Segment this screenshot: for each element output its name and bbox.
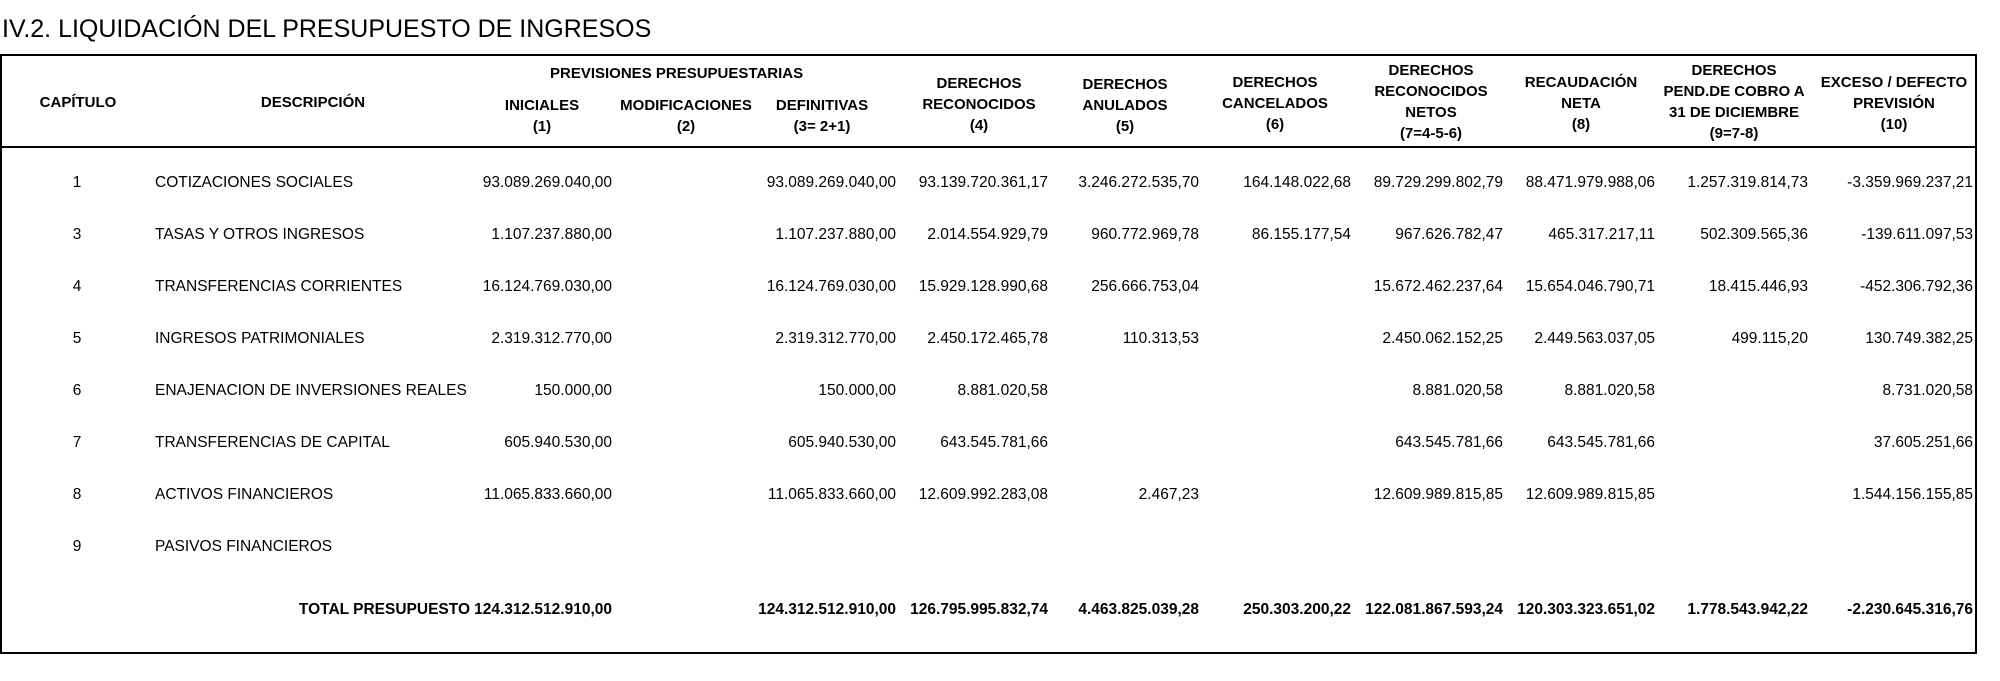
header-descripcion: DESCRIPCIÓN [260, 94, 366, 111]
row-definitivas: 2.319.312.770,00 [775, 330, 896, 347]
row-capitulo: 7 [72, 434, 82, 451]
total-reconocidos: 126.795.995.832,74 [910, 601, 1048, 618]
total-iniciales: 124.312.512.910,00 [474, 601, 612, 618]
row-capitulo: 9 [72, 538, 82, 555]
row-definitivas: 150.000,00 [818, 382, 896, 399]
row-iniciales: 93.089.269.040,00 [482, 174, 612, 191]
row-capitulo: 5 [72, 330, 82, 347]
row-definitivas: 1.107.237.880,00 [775, 226, 896, 243]
row-descripcion: TASAS Y OTROS INGRESOS [155, 226, 365, 243]
row-anulados: 110.313,53 [1122, 330, 1199, 347]
row-definitivas: 11.065.833.660,00 [767, 486, 896, 503]
header-derechos-reconocidos: DERECHOS RECONOCIDOS (4) [922, 75, 1036, 134]
row-descripcion: ACTIVOS FINANCIEROS [155, 486, 334, 503]
row-reconocidos: 2.450.172.465,78 [927, 330, 1048, 347]
header-definitivas: DEFINITIVAS (3= 2+1) [775, 97, 869, 135]
row-netos: 2.450.062.152,25 [1382, 330, 1503, 347]
row-definitivas: 16.124.769.030,00 [766, 278, 896, 295]
header-modificaciones: MODIFICACIONES (2) [620, 97, 752, 135]
total-cancelados: 250.303.200,22 [1243, 601, 1351, 618]
row-exceso: 8.731.020,58 [1882, 382, 1973, 399]
row-netos: 967.626.782,47 [1395, 226, 1503, 243]
row-reconocidos: 8.881.020,58 [957, 382, 1048, 399]
total-anulados: 4.463.825.039,28 [1078, 601, 1199, 618]
total-exceso: -2.230.645.316,76 [1847, 601, 1973, 618]
row-reconocidos: 643.545.781,66 [940, 434, 1048, 451]
header-iniciales: INICIALES (1) [504, 97, 580, 135]
total-pendiente: 1.778.543.942,22 [1687, 601, 1808, 618]
row-capitulo: 8 [72, 486, 82, 503]
row-descripcion: TRANSFERENCIAS CORRIENTES [155, 278, 403, 295]
row-exceso: 37.605.251,66 [1873, 434, 1973, 451]
header-recaudacion-neta: RECAUDACIÓN NETA (8) [1524, 74, 1638, 133]
row-descripcion: COTIZACIONES SOCIALES [155, 174, 354, 191]
header-previsiones-group: PREVISIONES PRESUPUESTARIAS [550, 65, 804, 82]
header-capitulo: CAPÍTULO [39, 94, 117, 111]
row-anulados: 3.246.272.535,70 [1078, 174, 1199, 191]
row-definitivas: 93.089.269.040,00 [766, 174, 896, 191]
row-cancelados: 86.155.177,54 [1251, 226, 1351, 243]
row-iniciales: 11.065.833.660,00 [483, 486, 612, 503]
row-exceso: 1.544.156.155,85 [1852, 486, 1973, 503]
row-anulados: 960.772.969,78 [1091, 226, 1199, 243]
row-pendiente: 499.115,20 [1731, 330, 1808, 347]
row-recaudacion: 15.654.046.790,71 [1525, 278, 1655, 295]
header-exceso-defecto: EXCESO / DEFECTO PREVISIÓN (10) [1820, 74, 1968, 133]
row-cancelados: 164.148.022,68 [1243, 174, 1351, 191]
row-iniciales: 150.000,00 [534, 382, 612, 399]
row-capitulo: 6 [72, 382, 82, 399]
row-descripcion: ENAJENACION DE INVERSIONES REALES [155, 382, 467, 399]
row-recaudacion: 12.609.989.815,85 [1525, 486, 1655, 503]
page-title: IV.2. LIQUIDACIÓN DEL PRESUPUESTO DE INGRESOS [2, 15, 652, 43]
row-netos: 15.672.462.237,64 [1373, 278, 1503, 295]
row-exceso: -452.306.792,36 [1860, 278, 1973, 295]
row-pendiente: 1.257.319.814,73 [1687, 174, 1808, 191]
row-reconocidos: 15.929.128.990,68 [918, 278, 1048, 295]
header-derechos-cancelados: DERECHOS CANCELADOS (6) [1222, 74, 1328, 133]
row-descripcion: PASIVOS FINANCIEROS [155, 538, 333, 555]
budget-table [0, 54, 1977, 654]
row-recaudacion: 643.545.781,66 [1547, 434, 1655, 451]
total-label: TOTAL PRESUPUESTO [298, 601, 470, 618]
row-pendiente: 18.415.446,93 [1708, 278, 1808, 295]
total-netos: 122.081.867.593,24 [1365, 601, 1503, 618]
row-exceso: 130.749.382,25 [1865, 330, 1973, 347]
row-reconocidos: 12.609.992.283,08 [918, 486, 1048, 503]
row-recaudacion: 2.449.563.037,05 [1534, 330, 1655, 347]
row-recaudacion: 88.471.979.988,06 [1525, 174, 1655, 191]
row-anulados: 256.666.753,04 [1091, 278, 1199, 295]
row-reconocidos: 2.014.554.929,79 [927, 226, 1048, 243]
row-netos: 12.609.989.815,85 [1373, 486, 1503, 503]
row-iniciales: 1.107.237.880,00 [491, 226, 612, 243]
row-anulados: 2.467,23 [1138, 486, 1199, 503]
row-capitulo: 3 [72, 226, 82, 243]
row-reconocidos: 93.139.720.361,17 [918, 174, 1048, 191]
row-exceso: -3.359.969.237,21 [1847, 174, 1973, 191]
row-capitulo: 1 [72, 174, 82, 191]
header-derechos-netos: DERECHOS RECONOCIDOS NETOS (7=4-5-6) [1374, 62, 1488, 142]
row-iniciales: 16.124.769.030,00 [482, 278, 612, 295]
total-definitivas: 124.312.512.910,00 [758, 601, 896, 618]
row-pendiente: 502.309.565,36 [1700, 226, 1808, 243]
header-derechos-anulados: DERECHOS ANULADOS (5) [1082, 76, 1168, 135]
row-netos: 643.545.781,66 [1395, 434, 1503, 451]
row-recaudacion: 8.881.020,58 [1564, 382, 1655, 399]
header-pend-cobro: DERECHOS PEND.DE COBRO A 31 DE DICIEMBRE (9=7-8) [1663, 62, 1805, 142]
row-iniciales: 2.319.312.770,00 [491, 330, 612, 347]
row-netos: 89.729.299.802,79 [1373, 174, 1503, 191]
row-descripcion: INGRESOS PATRIMONIALES [155, 330, 365, 347]
row-descripcion: TRANSFERENCIAS DE CAPITAL [155, 434, 390, 451]
row-recaudacion: 465.317.217,11 [1548, 226, 1655, 243]
row-exceso: -139.611.097,53 [1861, 226, 1973, 243]
row-capitulo: 4 [72, 278, 82, 295]
row-netos: 8.881.020,58 [1412, 382, 1503, 399]
row-definitivas: 605.940.530,00 [788, 434, 896, 451]
header-divider [0, 146, 1977, 148]
row-iniciales: 605.940.530,00 [504, 434, 612, 451]
total-recaudacion: 120.303.323.651,02 [1517, 601, 1655, 618]
